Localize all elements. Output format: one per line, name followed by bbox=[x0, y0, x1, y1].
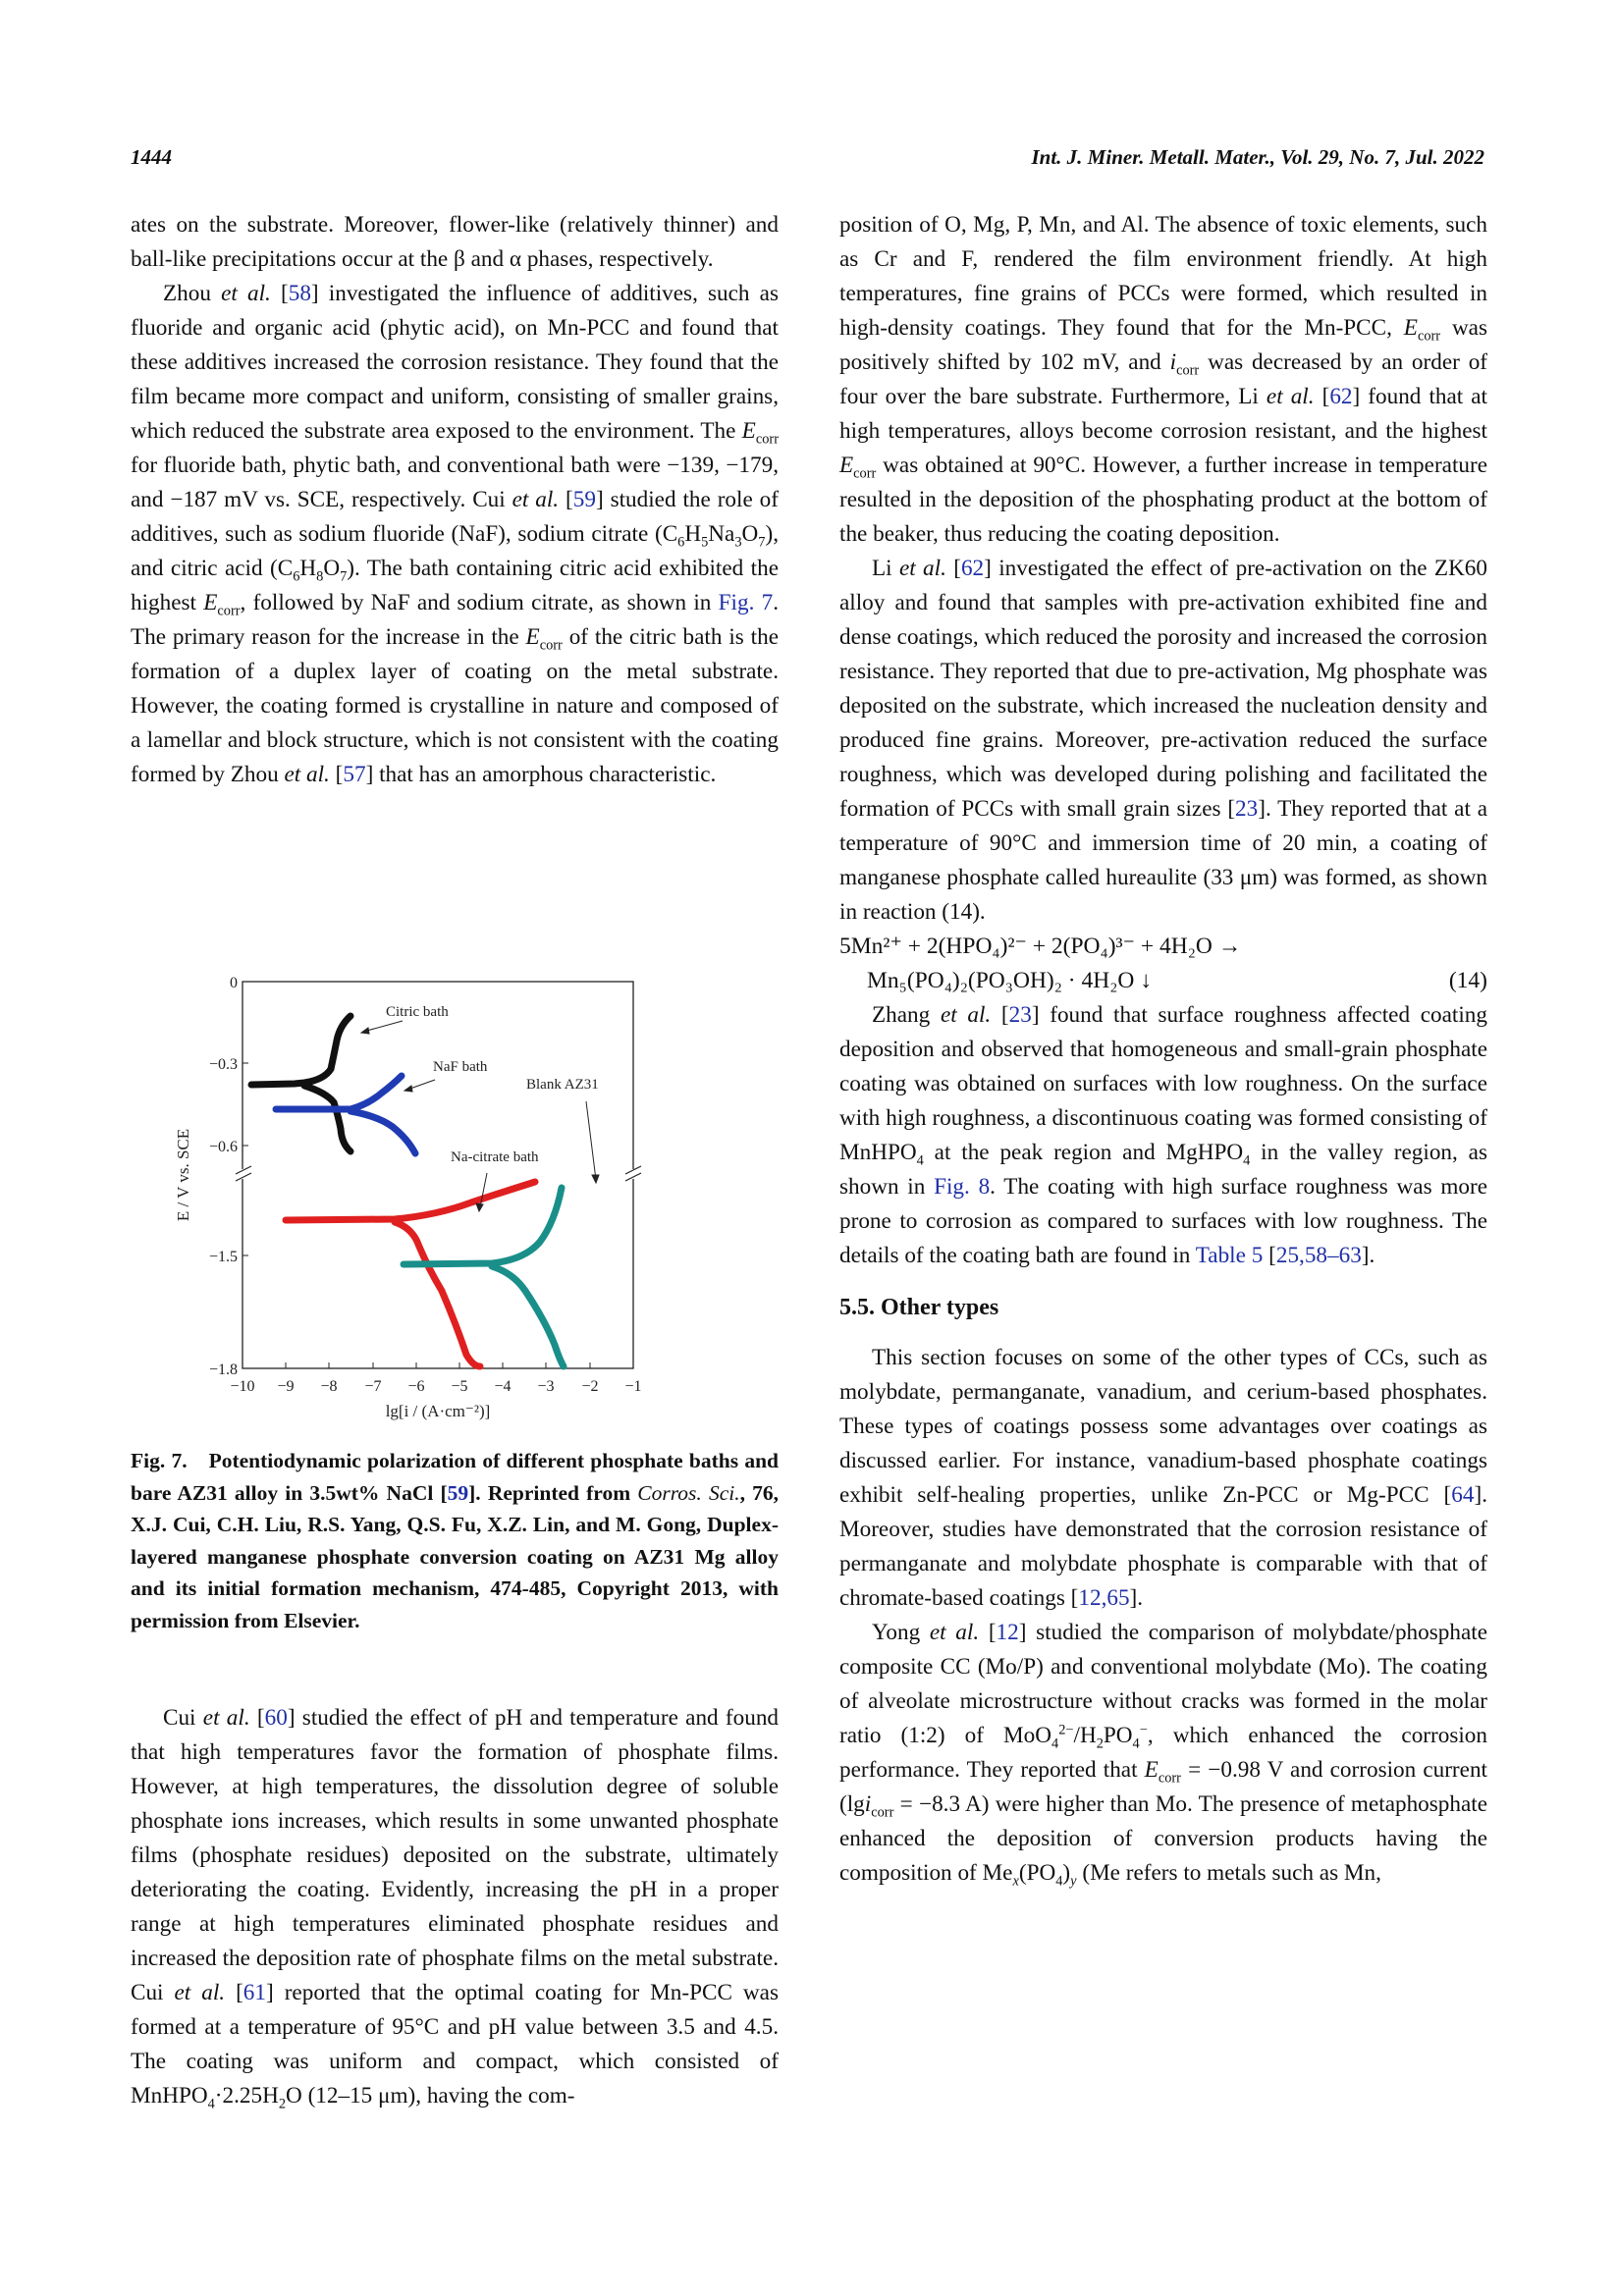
svg-text:−7: −7 bbox=[364, 1378, 382, 1395]
annotation-blank-az31: Blank AZ31 bbox=[526, 1077, 599, 1093]
equation-line-1: 5Mn²⁺ + 2(HPO₄)²⁻ + 2(PO₄)³⁻ + 4H₂O → bbox=[839, 934, 1242, 959]
series-na-citrate-bath bbox=[286, 1182, 535, 1366]
x-axis-label: lg[i / (A·cm⁻²)] bbox=[385, 1402, 491, 1420]
paragraph: ates on the substrate. Moreover, flower-like (relatively thinner) and ball-like precipitations occur at the β and α phases, respectively. bbox=[131, 212, 779, 272]
citation-link[interactable]: 58 bbox=[288, 281, 311, 306]
figure-7-caption: Fig. 7. Potentiodynamic polarization of different phosphate baths and bare AZ31 alloy in 3.5wt% NaCl [59]. Reprinted from Corros. Sci., 76, X.J. Cui, C.H. Liu, R.S. Yang, Q.S. Fu, X.Z. Lin, and M. Gong, Duplex-layered manganese phosphate conversion coating on AZ31 Mg alloy and its initial formation mechanism, 474-485, Copyright 2013, with permission from Elsevier. bbox=[131, 1449, 780, 1632]
paragraph: position of O, Mg, P, Mn, and Al. The absence of toxic elements, such as Cr and F, rendered the film environment friendly. At high temperatures, fine grains of PCCs were formed, which resulted in high-density coatings. They found that for the Mn-PCC, $E_{corr}$ was positively shifted by 102 mV, and $i_{corr}$ was decreased by an order of four over the bare substrate. Furthermore, Li et al. [62] found that at high temperatures, alloys become corrosion resistant, and the highest $E_{corr}$ was obtained at 90°C. However, a further increase in temperature resulted in the deposition of the phosphating product at the bottom of the beaker, thus reducing the coating deposition. bbox=[839, 212, 1488, 547]
citation-link[interactable]: 12 bbox=[996, 1620, 1019, 1645]
svg-text:−5: −5 bbox=[451, 1378, 468, 1395]
page-number: 1444 bbox=[131, 145, 172, 169]
paragraph: This section focuses on some of the other types of CCs, such as molybdate, permanganate, vanadium, and cerium-based phosphates. These types of coatings possess some advantages over coatings as discussed earlier. For instance, vanadium-based phosphate coatings exhibit self-healing properties, unlike Zn-PCC or Mg-PCC [64]. Moreover, studies have demonstrated that the corrosion resistance of permanganate and molybdate phosphate is comparable with that of chromate-based coatings [12,65]. bbox=[839, 1345, 1487, 1611]
annotation-na-citrate-bath: Na-citrate bath bbox=[451, 1149, 539, 1165]
equation-14 bbox=[839, 930, 1487, 998]
svg-text:−1: −1 bbox=[624, 1378, 642, 1395]
annotation-citric-bath: Citric bath bbox=[386, 1004, 449, 1020]
citation-link[interactable]: 57 bbox=[343, 762, 366, 787]
svg-text:−1.5: −1.5 bbox=[208, 1249, 238, 1265]
annotation-arrows bbox=[361, 1021, 599, 1211]
equation-number: (14) bbox=[1448, 968, 1487, 993]
figure-7-polarization-chart bbox=[157, 967, 766, 1428]
left-column-top bbox=[131, 208, 779, 792]
svg-text:−1.8: −1.8 bbox=[208, 1362, 238, 1378]
paragraph: Yong et al. [12] studied the comparison of molybdate/phosphate composite CC (Mo/P) and conventional molybdate (Mo). The coating of alveolate microstructure without cracks was formed in the molar ratio (1:2) of $MoO_4^{2-}/H_2PO_4^-$, which enhanced the corrosion performance. They reported that $E_{corr} = -0.98$ V and corrosion current (lgi$_{corr}$ = −8.3 A) were higher than Mo. The presence of metaphosphate enhanced the deposition of conversion products having the composition of $Me_x(PO_4)_y$ (Me refers to metals such as Mn, bbox=[839, 1620, 1488, 1890]
svg-text:−9: −9 bbox=[277, 1378, 295, 1395]
citation-link[interactable]: 64 bbox=[1451, 1482, 1475, 1508]
series-citric-bath bbox=[251, 1016, 350, 1151]
svg-text:−8: −8 bbox=[320, 1378, 338, 1395]
svg-text:−0.3: −0.3 bbox=[208, 1056, 238, 1073]
svg-text:−10: −10 bbox=[230, 1378, 255, 1395]
citation-link[interactable]: 12,65 bbox=[1078, 1585, 1130, 1611]
citation-link[interactable]: 60 bbox=[264, 1705, 288, 1731]
paragraph: Li et al. [62] investigated the effect of pre-activation on the ZK60 alloy and found that samples with pre-activation exhibited fine and dense coatings, which reduced the porosity and increased the corrosion resistance. They reported that due to pre-activation, Mg phosphate was deposited on the substrate, which increased the nucleation density and produced fine grains. Moreover, pre-activation reduced the surface roughness, which was developed during polishing and facilitated the formation of PCCs with small grain sizes [23]. They reported that at a temperature of 90°C and immersion time of 20 min, a coating of manganese phosphate called hureaulite (33 μm) was formed, as shown in reaction (14). bbox=[839, 556, 1487, 925]
y-axis-label: E / V vs. SCE bbox=[174, 1128, 192, 1222]
svg-text:−6: −6 bbox=[407, 1378, 425, 1395]
x-tick-labels bbox=[230, 1378, 641, 1395]
svg-text:−0.6: −0.6 bbox=[208, 1139, 238, 1155]
citation-link[interactable]: 23 bbox=[1008, 1002, 1032, 1028]
y-tick-labels bbox=[209, 975, 238, 1378]
figure-link[interactable]: Fig. 8 bbox=[934, 1174, 991, 1200]
citation-link[interactable]: 25,58–63 bbox=[1275, 1243, 1362, 1268]
paragraph: Zhang et al. [23] found that surface roughness affected coating deposition and observed that homogeneous and small-grain phosphate coating was obtained on surfaces with low roughness. On the surface with high roughness, a discontinuous coating was formed consisting of MnHPO$_4$ at the peak region and MgHPO$_4$ in the valley region, as shown in Fig. 8. The coating with high surface roughness was more prone to corrosion as compared to surfaces with low roughness. The details of the coating bath are found in Table 5 [25,58–63]. bbox=[839, 1002, 1487, 1268]
citation-link[interactable]: 62 bbox=[960, 556, 985, 581]
left-column-bottom bbox=[131, 1701, 779, 2113]
citation-link[interactable]: 59 bbox=[572, 487, 596, 512]
svg-text:0: 0 bbox=[230, 975, 238, 991]
paragraph: Cui et al. [60] studied the effect of pH and temperature and found that high temperatures favor the formation of phosphate films. However, at high temperatures, the dissolution degree of soluble phosphate ions increases, which results in some unwanted phosphate films (phosphate residues) deposited on the substrate, ultimately deteriorating the coating. Evidently, increasing the pH in a proper range at high temperatures eliminated phosphate residues and increased the deposition rate of phosphate films on the metal substrate. Cui et al. [61] reported that the optimal coating for Mn-PCC was formed at a temperature of 95°C and pH value between 3.5 and 4.5. The coating was uniform and compact, which consisted of $MnHPO_4\cdot 2.25H_2O$ (12–15 μm), having the com- bbox=[131, 1705, 780, 2112]
annotation-naf-bath: NaF bath bbox=[433, 1059, 488, 1075]
journal-running-header: Int. J. Miner. Metall. Mater., Vol. 29, No. 7, Jul. 2022 bbox=[1031, 145, 1484, 169]
svg-text:−2: −2 bbox=[581, 1378, 599, 1395]
right-column bbox=[839, 208, 1487, 1891]
citation-link[interactable]: 23 bbox=[1235, 796, 1259, 822]
table-link[interactable]: Table 5 bbox=[1195, 1243, 1264, 1268]
citation-link[interactable]: 61 bbox=[243, 1980, 266, 2005]
svg-text:−4: −4 bbox=[494, 1378, 512, 1395]
equation-line-2: Mn₅(PO₄)₂(PO₃OH)₂ · 4H₂O ↓ bbox=[867, 968, 1153, 993]
section-heading: 5.5. Other types bbox=[839, 1295, 999, 1320]
citation-link[interactable]: 62 bbox=[1329, 384, 1353, 409]
figure-link[interactable]: Fig. 7 bbox=[718, 590, 774, 615]
paragraph: Zhou et al. [58] investigated the influence of additives, such as fluoride and organic acid (phytic acid), on Mn-PCC and found that these additives increased the corrosion resistance. They found that the film became more compact and uniform, consisting of smaller grains, which reduced the substrate area exposed to the environment. The $E_{corr}$ for fluoride bath, phytic bath, and conventional bath were −139, −179, and −187 mV vs. SCE, respectively. Cui et al. [59] studied the role of additives, such as sodium fluoride (NaF), sodium citrate $(C_6H_5Na_3O_7)$, and citric acid $(C_6H_8O_7)$. The bath containing citric acid exhibited the highest $E_{corr}$, followed by NaF and sodium citrate, as shown in Fig. 7. The primary reason for the increase in the $E_{corr}$ of the citric bath is the formation of a duplex layer of coating on the metal substrate. However, the coating formed is crystalline in nature and composed of a lamellar and block structure, which is not consistent with the coating formed by Zhou et al. [57] that has an amorphous characteristic. bbox=[131, 281, 779, 787]
citation-link[interactable]: 59 bbox=[447, 1480, 469, 1505]
figure-label: Fig. 7. bbox=[131, 1449, 188, 1472]
svg-text:−3: −3 bbox=[537, 1378, 555, 1395]
